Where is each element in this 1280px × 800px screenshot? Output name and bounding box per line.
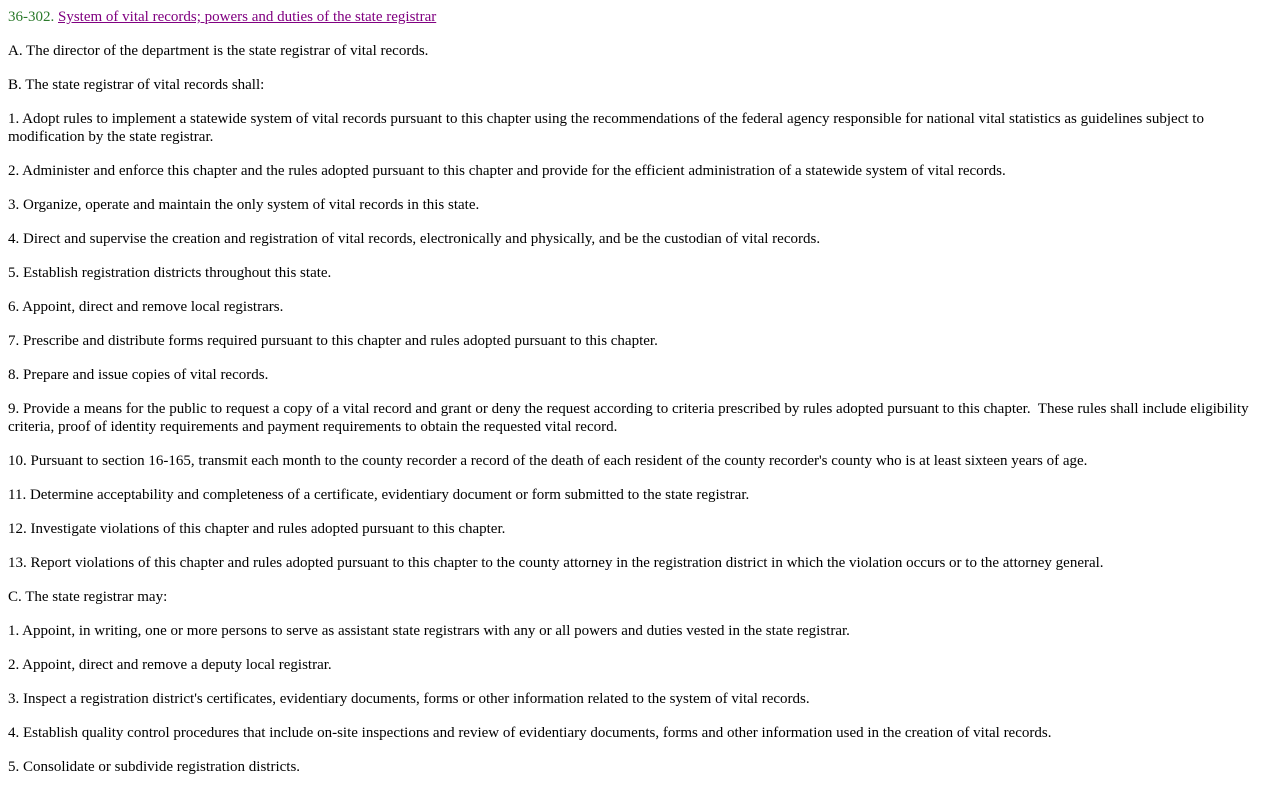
- b-item-12: 12. Investigate violations of this chapter and rules adopted pursuant to this chapter.: [8, 521, 506, 537]
- c-item-2: 2. Appoint, direct and remove a deputy local registrar.: [8, 657, 332, 673]
- c-item-1: 1. Appoint, in writing, one or more persons to serve as assistant state registrars with any or all powers and duties vested in the state registrar.: [8, 623, 850, 639]
- c-item-3: 3. Inspect a registration district's certificates, evidentiary documents, forms or other information related to the system of vital records.: [8, 691, 810, 707]
- b-item-8: 8. Prepare and issue copies of vital records.: [8, 367, 269, 383]
- b-item-5: 5. Establish registration districts throughout this state.: [8, 265, 332, 281]
- c-item-4: 4. Establish quality control procedures that include on-site inspections and review of evidentiary documents, forms and other information used in the creation of vital records.: [8, 725, 1052, 741]
- b-item-3: 3. Organize, operate and maintain the only system of vital records in this state.: [8, 197, 480, 213]
- b-item-13: 13. Report violations of this chapter and rules adopted pursuant to this chapter to the county attorney in the registration district in which the violation occurs or to the attorney general.: [8, 555, 1104, 571]
- subsection-c: C. The state registrar may:: [8, 589, 168, 605]
- b-item-2: 2. Administer and enforce this chapter and the rules adopted pursuant to this chapter and provide for the efficient administration of a statewide system of vital records.: [8, 163, 1006, 179]
- section-number: 36-302.: [8, 9, 58, 25]
- section-title-link[interactable]: System of vital records; powers and duties of the state registrar: [58, 9, 437, 25]
- c-item-5: 5. Consolidate or subdivide registration districts.: [8, 759, 301, 775]
- b-item-11: 11. Determine acceptability and completeness of a certificate, evidentiary document or form submitted to the state registrar.: [8, 487, 750, 503]
- b-item-6: 6. Appoint, direct and remove local registrars.: [8, 299, 284, 315]
- subsection-b: B. The state registrar of vital records shall:: [8, 77, 265, 93]
- subsection-a: A. The director of the department is the state registrar of vital records.: [8, 43, 429, 59]
- b-item-4: 4. Direct and supervise the creation and registration of vital records, electronically and physically, and be the custodian of vital records.: [8, 231, 821, 247]
- section-heading: [8, 8, 1272, 26]
- b-item-7: 7. Prescribe and distribute forms required pursuant to this chapter and rules adopted pursuant to this chapter.: [8, 333, 658, 349]
- b-item-9: 9. Provide a means for the public to request a copy of a vital record and grant or deny the request according to criteria prescribed by rules adopted pursuant to this chapter. These rules shall include eligibility criteria, proof of identity requirements and payment requirements to obtain the requested vital record.: [8, 401, 1253, 435]
- b-item-1: 1. Adopt rules to implement a statewide system of vital records pursuant to this chapter using the recommendations of the federal agency responsible for national vital statistics as guidelines subject to modification by the state registrar.: [8, 111, 1204, 145]
- b-item-10: 10. Pursuant to section 16-165, transmit each month to the county recorder a record of the death of each resident of the county recorder's county who is at least sixteen years of age.: [8, 453, 1088, 469]
